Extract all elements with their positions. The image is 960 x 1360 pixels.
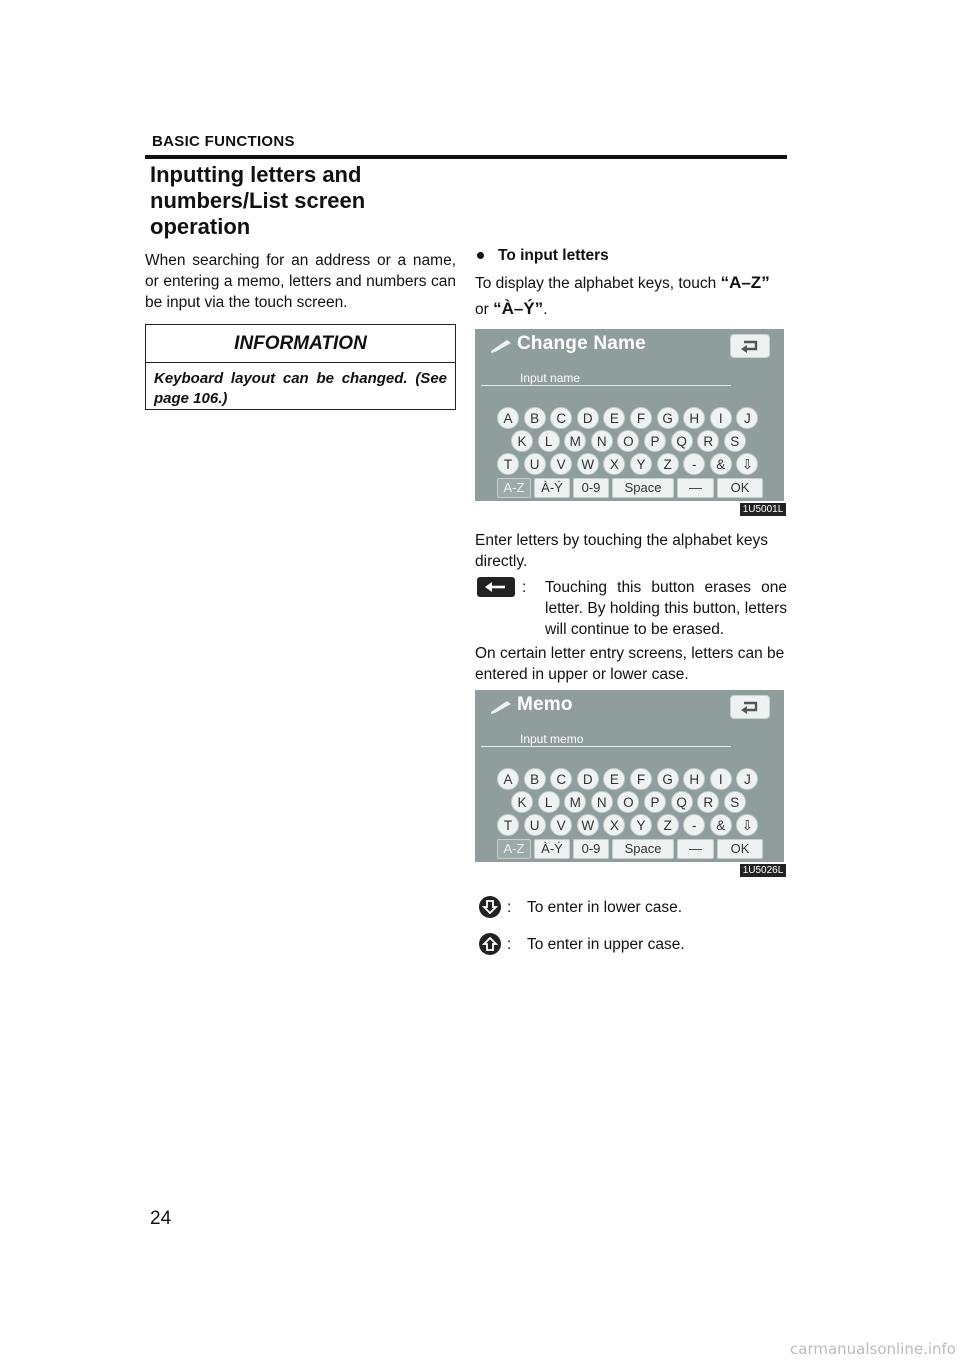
az-mode-button[interactable]: A-Z xyxy=(497,478,531,498)
key-s[interactable]: S xyxy=(724,430,746,452)
key-ampersand[interactable]: & xyxy=(710,814,732,836)
key-k[interactable]: K xyxy=(511,791,533,813)
input-label: Input memo xyxy=(520,732,584,746)
key-l[interactable]: L xyxy=(538,791,560,813)
key-x[interactable]: X xyxy=(603,453,625,475)
key-c[interactable]: C xyxy=(550,768,572,790)
key-u[interactable]: U xyxy=(524,814,546,836)
key-l[interactable]: L xyxy=(538,430,560,452)
key-d[interactable]: D xyxy=(577,768,599,790)
information-text: Keyboard layout can be changed. (See page 106.) xyxy=(154,370,447,407)
key-j[interactable]: J xyxy=(736,407,758,429)
delete-button[interactable]: — xyxy=(677,478,714,498)
key-x[interactable]: X xyxy=(603,814,625,836)
watermark: carmanualsonline.info xyxy=(790,1340,956,1358)
key-t[interactable]: T xyxy=(497,814,519,836)
header-rule xyxy=(145,155,787,159)
key-f[interactable]: F xyxy=(630,407,652,429)
letters-heading: To input letters xyxy=(477,247,609,265)
key-k[interactable]: K xyxy=(511,430,533,452)
key-y[interactable]: Y xyxy=(630,453,652,475)
lowercase-arrow-icon xyxy=(479,896,501,918)
key-m[interactable]: M xyxy=(564,791,586,813)
ay-mode-button[interactable]: À-Ý xyxy=(534,478,570,498)
key-p[interactable]: P xyxy=(644,791,666,813)
input-label: Input name xyxy=(520,371,581,385)
page-title: Inputting letters and numbers/List screen operation xyxy=(150,162,366,239)
key-h[interactable]: H xyxy=(683,768,705,790)
figure-code: 1U5001L xyxy=(740,503,786,516)
key-m[interactable]: M xyxy=(564,430,586,452)
space-button[interactable]: Space xyxy=(612,839,674,859)
key-i[interactable]: I xyxy=(710,407,732,429)
space-button[interactable]: Space xyxy=(612,478,674,498)
screen-title: Change Name xyxy=(517,333,646,354)
key-o[interactable]: O xyxy=(617,791,639,813)
key-n[interactable]: N xyxy=(591,791,613,813)
input-field[interactable] xyxy=(481,385,731,386)
key-c[interactable]: C xyxy=(550,407,572,429)
key-r[interactable]: R xyxy=(697,430,719,452)
key-t[interactable]: T xyxy=(497,453,519,475)
key-i[interactable]: I xyxy=(710,768,732,790)
intro-paragraph: When searching for an address or a name, or entering a memo, letters and numbers can be input via the touch screen. xyxy=(145,252,456,311)
key-p[interactable]: P xyxy=(644,430,666,452)
erase-description: Touching this button erases one letter. By holding this button, letters will continue to be erased. xyxy=(545,579,787,638)
change-name-screen xyxy=(475,329,784,501)
key-o[interactable]: O xyxy=(617,430,639,452)
pen-icon xyxy=(489,337,515,353)
key-q[interactable]: Q xyxy=(671,430,693,452)
key-y[interactable]: Y xyxy=(630,814,652,836)
key-g[interactable]: G xyxy=(657,407,679,429)
key-ampersand[interactable]: & xyxy=(710,453,732,475)
screen-title: Memo xyxy=(517,694,573,715)
back-button[interactable] xyxy=(730,334,770,358)
key-w[interactable]: W xyxy=(577,814,599,836)
key-j[interactable]: J xyxy=(736,768,758,790)
key-h[interactable]: H xyxy=(683,407,705,429)
lower-colon: : xyxy=(507,899,512,916)
key-a[interactable]: A xyxy=(497,768,519,790)
upper-colon: : xyxy=(507,936,512,953)
key-b[interactable]: B xyxy=(524,768,546,790)
key-b[interactable]: B xyxy=(524,407,546,429)
key-d[interactable]: D xyxy=(577,407,599,429)
key-z[interactable]: Z xyxy=(657,453,679,475)
key-hyphen[interactable]: - xyxy=(683,814,705,836)
lower-case-text: To enter in lower case. xyxy=(527,899,683,916)
key-lowercase[interactable]: ⇩ xyxy=(736,453,758,475)
key-s[interactable]: S xyxy=(724,791,746,813)
uppercase-arrow-icon xyxy=(479,933,501,955)
bullet-icon xyxy=(477,252,484,259)
display-keys-line1: To display the alphabet keys, touch “A–Z” xyxy=(475,273,770,292)
case-text: On certain letter entry screens, letters can be entered in upper or lower case. xyxy=(475,645,785,683)
key-e[interactable]: E xyxy=(603,407,625,429)
return-arrow-icon xyxy=(740,700,760,714)
figure-code: 1U5026L xyxy=(740,864,786,877)
back-button[interactable] xyxy=(730,695,770,719)
delete-button[interactable]: — xyxy=(677,839,714,859)
key-u[interactable]: U xyxy=(524,453,546,475)
number-mode-button[interactable]: 0-9 xyxy=(573,478,609,498)
key-v[interactable]: V xyxy=(550,814,572,836)
key-g[interactable]: G xyxy=(657,768,679,790)
key-e[interactable]: E xyxy=(603,768,625,790)
section-label: BASIC FUNCTIONS xyxy=(152,133,295,150)
key-r[interactable]: R xyxy=(697,791,719,813)
information-title: INFORMATION xyxy=(146,325,455,363)
ok-button[interactable]: OK xyxy=(717,839,763,859)
number-mode-button[interactable]: 0-9 xyxy=(573,839,609,859)
page-number: 24 xyxy=(150,1208,172,1229)
key-q[interactable]: Q xyxy=(671,791,693,813)
memo-screen xyxy=(475,690,784,862)
key-z[interactable]: Z xyxy=(657,814,679,836)
pen-icon xyxy=(489,698,515,714)
key-hyphen[interactable]: - xyxy=(683,453,705,475)
ok-button[interactable]: OK xyxy=(717,478,763,498)
az-mode-button[interactable]: A-Z xyxy=(497,839,531,859)
ay-mode-button[interactable]: À-Ý xyxy=(534,839,570,859)
return-arrow-icon xyxy=(740,339,760,353)
key-v[interactable]: V xyxy=(550,453,572,475)
upper-case-text: To enter in upper case. xyxy=(527,936,685,953)
key-ay-label: “À–Ý” xyxy=(493,299,544,318)
erase-colon: : xyxy=(522,579,527,596)
delete-key-icon xyxy=(477,577,515,597)
display-keys-line2: or “À–Ý”. xyxy=(475,299,548,318)
enter-letters-text: Enter letters by touching the alphabet keys directly. xyxy=(475,532,768,570)
key-w[interactable]: W xyxy=(577,453,599,475)
key-f[interactable]: F xyxy=(630,768,652,790)
key-a[interactable]: A xyxy=(497,407,519,429)
key-lowercase[interactable]: ⇩ xyxy=(736,814,758,836)
key-az-label: “A–Z” xyxy=(720,273,770,292)
input-field[interactable] xyxy=(481,746,731,747)
key-n[interactable]: N xyxy=(591,430,613,452)
information-box xyxy=(145,324,456,410)
